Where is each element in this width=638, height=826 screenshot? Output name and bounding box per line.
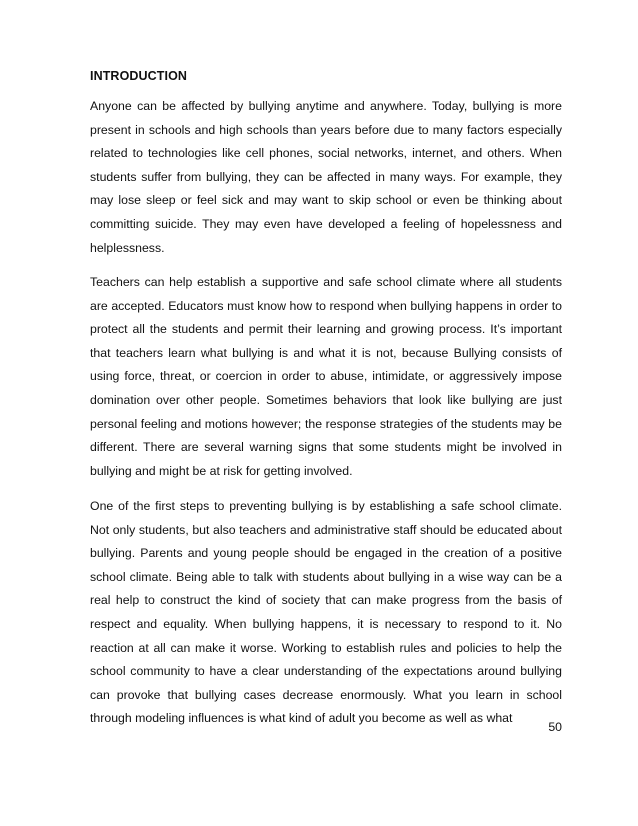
section-heading: INTRODUCTION <box>90 69 188 83</box>
page-number: 50 <box>548 720 562 734</box>
paragraph-2: Teachers can help establish a supportive and safe school climate where all students are accepted. Educators must know how to respond when bullying happens in order to protect all the students and permit their learning and growing process. It’s important that teachers learn what bullying is and what it is not, because Bullying consists of using force, threat, or coercion in order to abuse, intimidate, or aggressively impose domination over other people. Sometimes behaviors that look like bullying are just personal feeling and motions however; the response strategies of the students may be different. There are several warning signs that some students might be involved in bullying and might be at risk for getting involved. <box>90 275 562 478</box>
paragraph-1: Anyone can be affected by bullying anytime and anywhere. Today, bullying is more present in schools and high schools than years before due to many factors especially related to technologies like cell phones, social networks, internet, and others. When students suffer from bullying, they can be affected in many ways. For example, they may lose sleep or feel sick and may want to skip school or even be thinking about committing suicide. They may even have developed a feeling of hopelessness and helplessness. <box>90 99 562 255</box>
paragraph-3: One of the first steps to preventing bullying is by establishing a safe school climate. Not only students, but also teachers and administrative staff should be educated about bullying. Parents and young people should be engaged in the creation of a positive school climate. Being able to talk with students about bullying in a wise way can be a real help to construct the kind of society that can make progress from the basis of respect and equality. When bullying happens, it is necessary to respond to it. No reaction at all can make it worse. Working to establish rules and policies to help the school community to have a clear understanding of the expectations around bullying can provoke that bullying cases decrease enormously. What you learn in school through modeling influences is what kind of adult you become as well as what <box>90 499 562 726</box>
